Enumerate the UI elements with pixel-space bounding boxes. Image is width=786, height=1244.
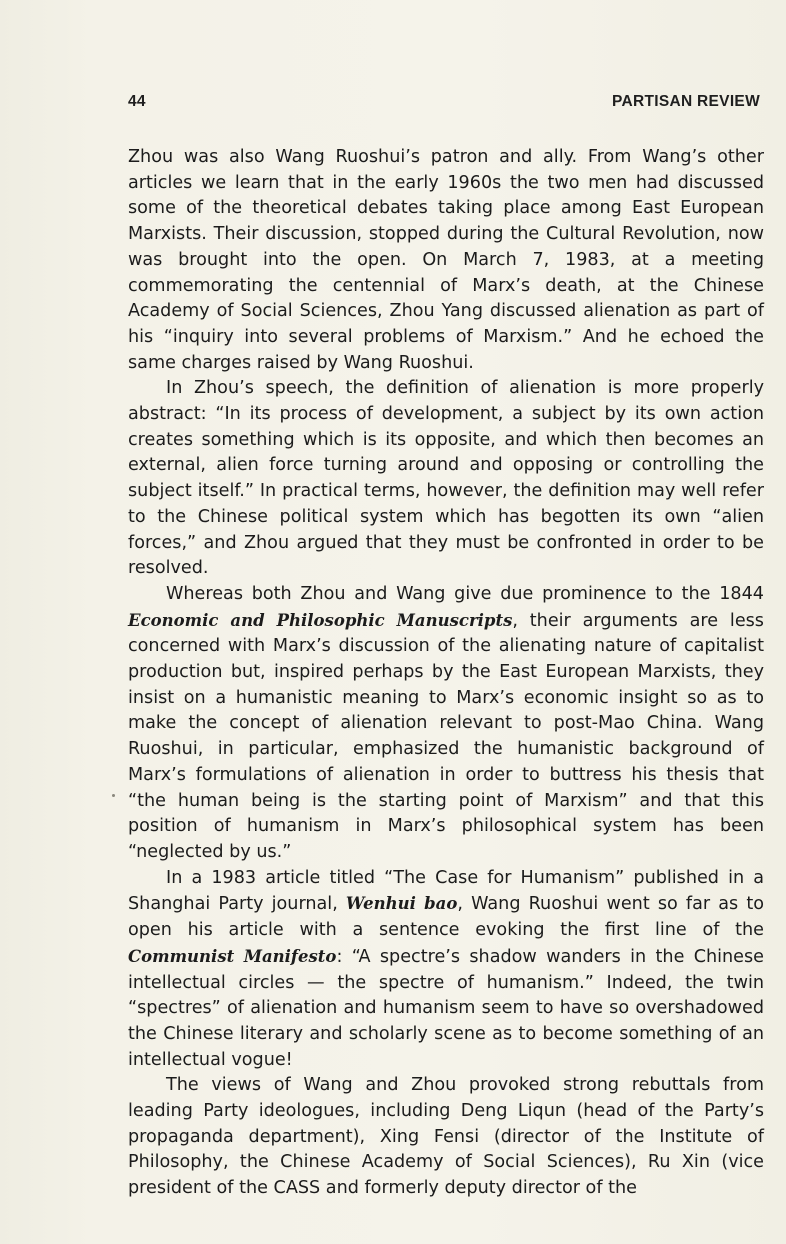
margin-speck [112, 794, 115, 797]
journal-title-wenhui-bao: Wenhui bao [345, 894, 458, 914]
text-segment: Whereas both Zhou and Wang give due prominence to the 1844 [166, 583, 764, 604]
book-title-economic-manuscripts: Economic and Philosophic Manuscripts [128, 610, 513, 630]
text-segment: The views of Wang and Zhou provoked strong rebuttals from leading Party ideologues, including Deng Liqun (head of the Party’s propaganda department), Xing Fensi (director of the Institute of Philosophy, the Chinese Academy of Social Sciences), Ru Xin (vice president of the CASS and formerly deputy director of the [128, 1075, 764, 1199]
paragraph-5 [128, 1073, 764, 1202]
running-head [128, 93, 760, 115]
page-number: 44 [128, 93, 146, 110]
text-segment: In a 1983 article titled “The Case for Humanism” published in a Shanghai Party journal, [128, 867, 764, 915]
paragraph-1 [128, 145, 764, 376]
text-segment: , their arguments are less concerned with Marx’s discussion of the alienating nature of capitalist production but, inspired perhaps by the East European Marxists, they insist on a humanistic meaning to Marx’s economic insight so as to make the concept of alienation relevant to post-Mao China. Wang Ruoshui, in particular, emphasized the humanistic background of Marx’s formulations of alienation in order to buttress his thesis that “the human being is the starting point of Marxism” and that this position of humanism in Marx’s philosophical system has been “neglected by us.” [128, 610, 764, 862]
text-segment: : “A spectre’s shadow wanders in the Chinese intellectual circles — the spectre of humanism.” Indeed, the twin “spectres” of alienation and humanism seem to have so overshadowed the Chinese literary and scholarly scene as to become something of an intellectual vogue! [128, 946, 765, 1070]
text-segment: , Wang Ruoshui went so far as to open his article with a sentence evoking the first line of the [128, 894, 764, 941]
paragraph-2 [128, 376, 764, 582]
paragraph-4 [128, 866, 764, 1074]
paragraph-3 [128, 582, 764, 866]
book-title-communist-manifesto: Communist Manifesto [128, 946, 337, 966]
text-segment: Zhou was also Wang Ruoshui’s patron and ally. From Wang’s other articles we learn that in the early 1960s the two men had discussed some of the theoretical debates taking place among East European Marxists. Their discussion, stopped during the Cultural Revolution, now was brought into the open. On March 7, 1983, at a meeting commemorating the centennial of Marx’s death, at the Chinese Academy of Social Sciences, Zhou Yang discussed alienation as part of his “inquiry into several problems of Marxism.” And he echoed the same charges raised by Wang Ruoshui. [128, 147, 764, 373]
text-segment: In Zhou’s speech, the definition of alienation is more properly abstract: “In its process of development, a subject by its own action creates something which is its opposite, and which then becomes an external, alien force turning around and opposing or controlling the subject itself.” In practical terms, however, the definition may well refer to the Chinese political system which has begotten its own “alien forces,” and Zhou argued that they must be confronted in order to be resolved. [128, 378, 764, 579]
journal-title: PARTISAN REVIEW [611, 93, 760, 110]
article-body [128, 145, 764, 1202]
